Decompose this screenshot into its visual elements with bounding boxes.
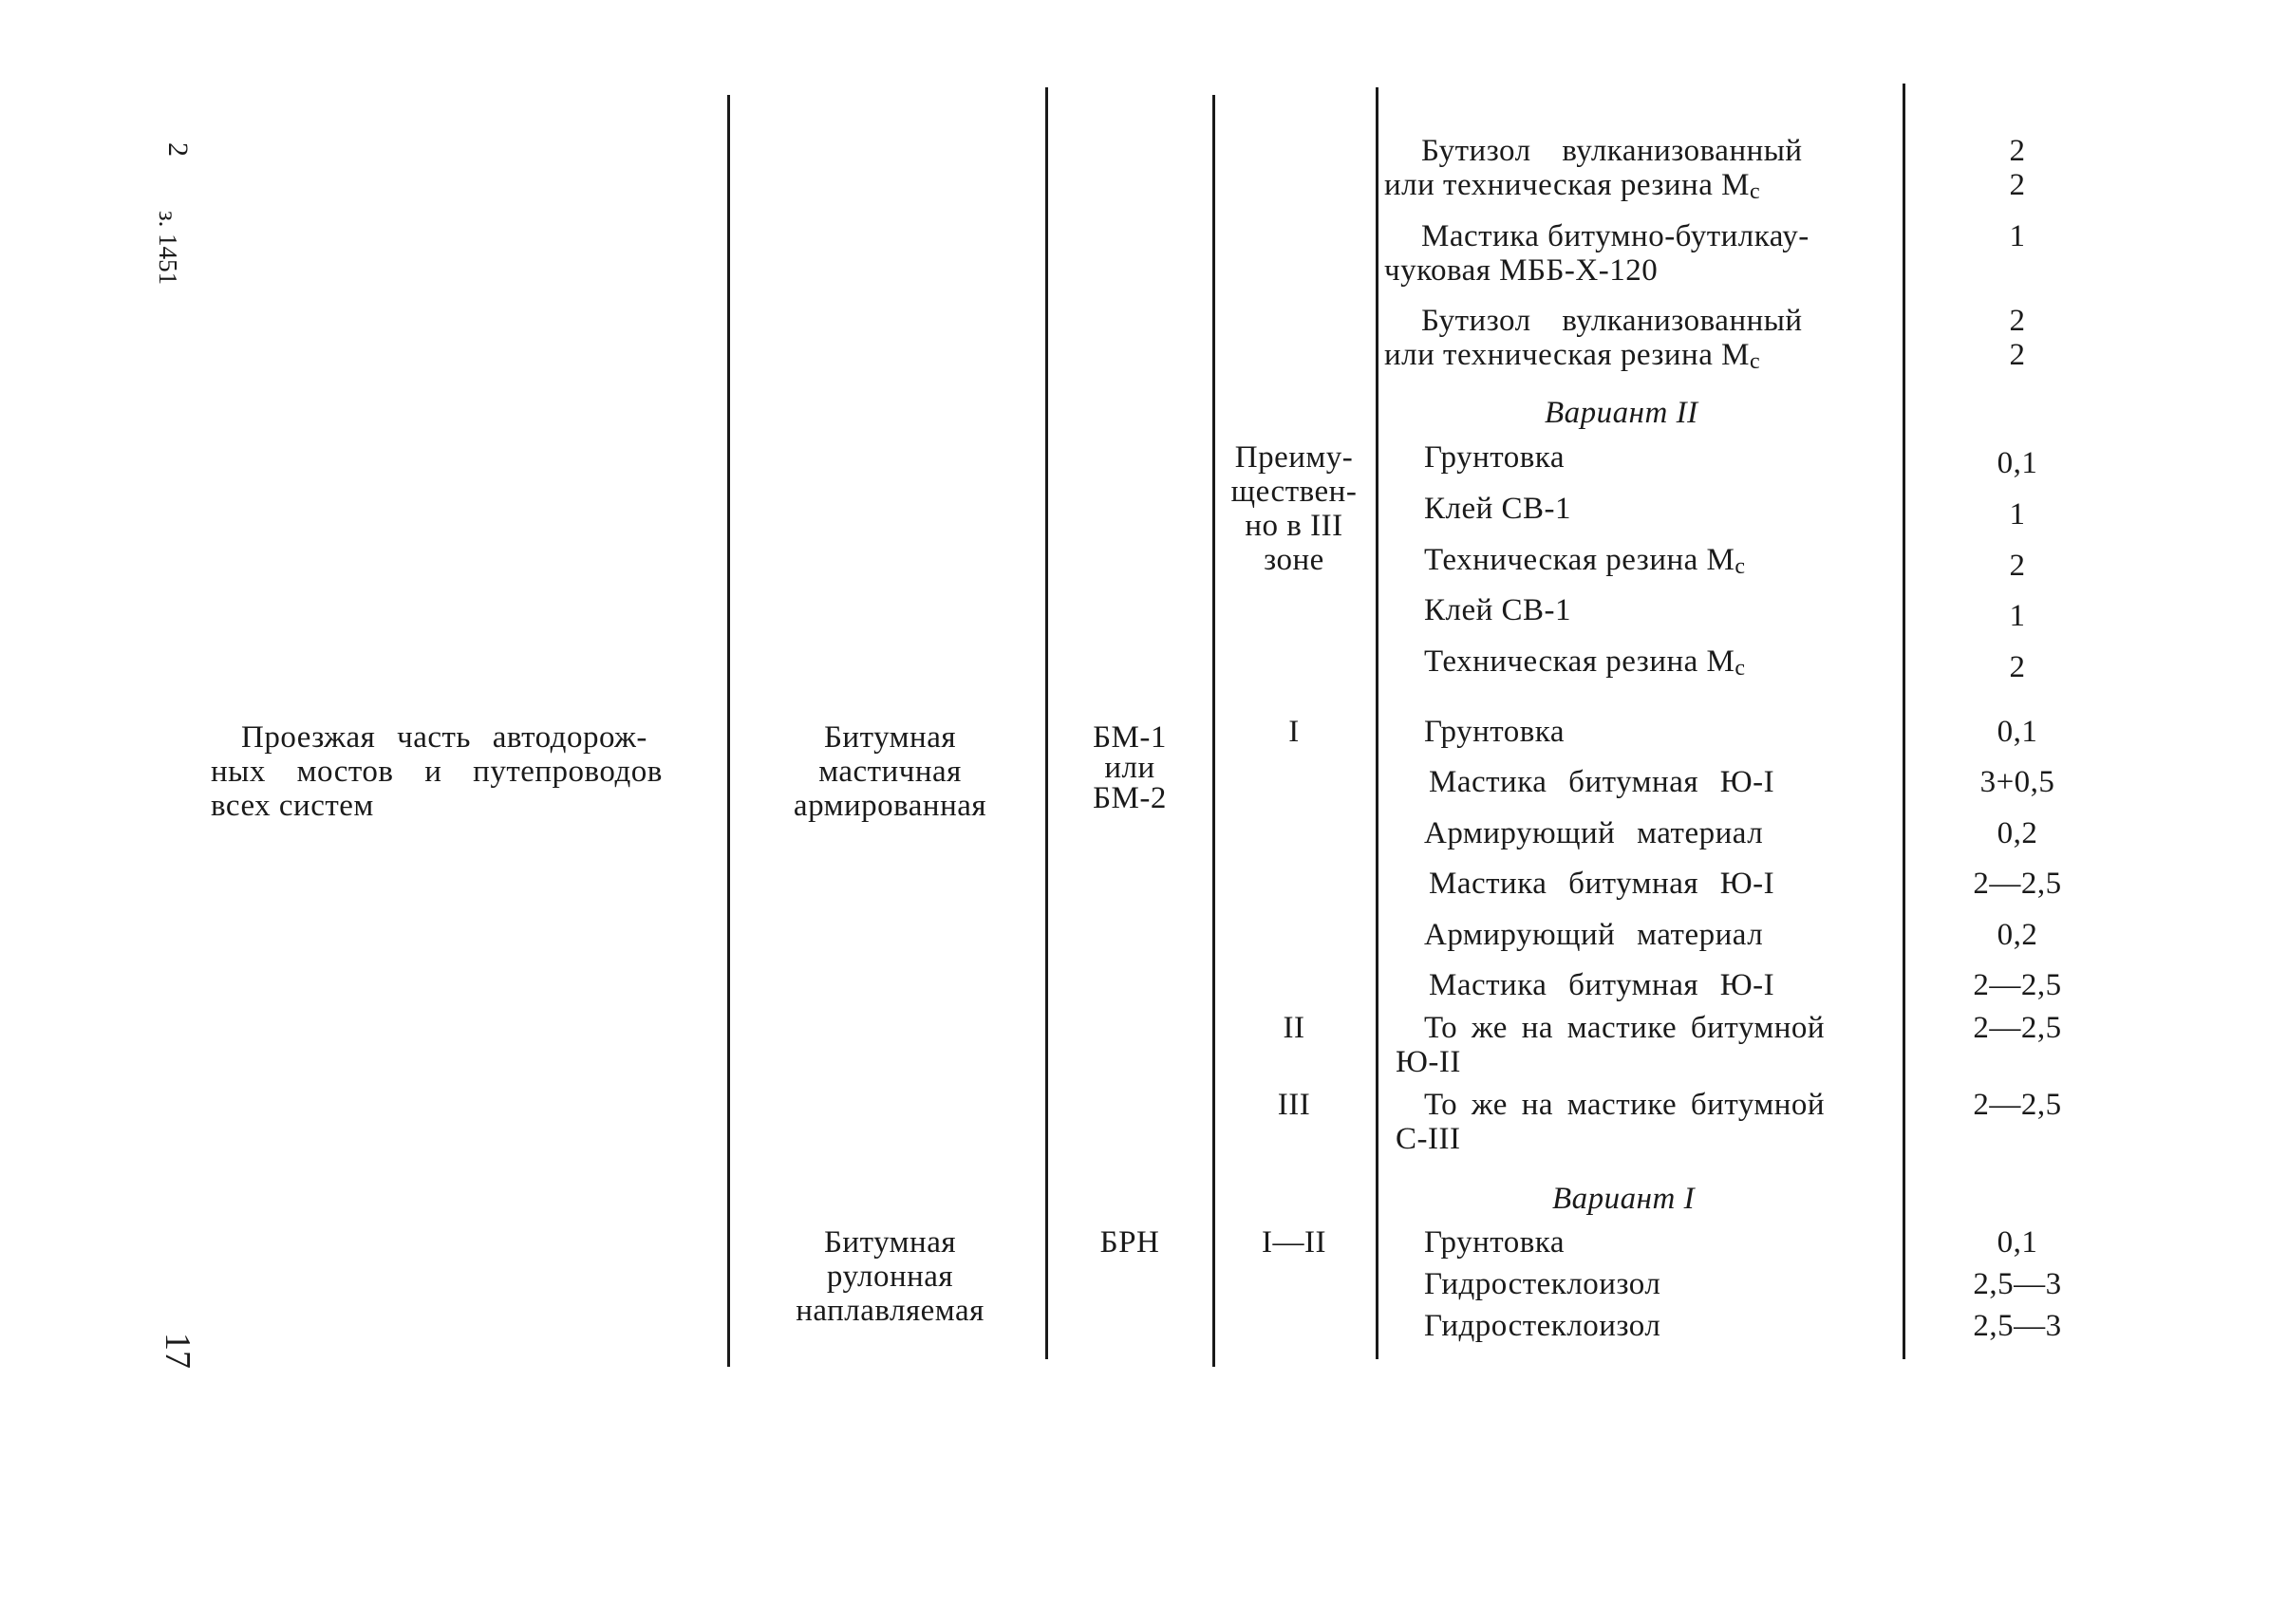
variant-2-heading: Вариант II [1545, 396, 1698, 430]
thickness-10: 3+0,5 [1979, 765, 2055, 799]
column-rule-2 [1045, 87, 1048, 1359]
layer-19: Гидростеклоизол [1424, 1309, 1661, 1343]
page-number: 17 [158, 1333, 197, 1369]
layer-17: Грунтовка [1424, 1225, 1565, 1260]
thickness-18: 2,5—3 [1973, 1267, 2062, 1301]
type-roll-line-2: рулонная [826, 1260, 954, 1294]
mark-roll: БРН [1099, 1225, 1160, 1260]
zone-preferred-line-1: Преиму- [1234, 440, 1354, 475]
thickness-8: 2 [2009, 650, 2026, 684]
type-mastic-line-2: мастичная [818, 755, 962, 789]
construction-line-3: всех систем [211, 789, 374, 823]
zone-preferred-line-4: зоне [1264, 543, 1324, 577]
layer-1-line-2: или техническая резина Мс [1384, 168, 1761, 204]
layer-11: Армирующий материал [1424, 816, 1764, 850]
column-rule-4 [1376, 87, 1378, 1359]
layer-9: Грунтовка [1424, 715, 1565, 749]
type-roll-line-3: наплавляемая [796, 1294, 984, 1328]
thickness-11: 0,2 [1997, 816, 2038, 850]
mark-mastic-line-2: или [1104, 751, 1155, 785]
zone-i-ii: I—II [1262, 1225, 1326, 1260]
layer-10: Мастика битумная Ю-I [1429, 765, 1775, 799]
layer-2-line-2: чуковая МББ-Х-120 [1384, 253, 1659, 288]
thickness-7: 1 [2009, 599, 2026, 633]
layer-15-line-1: То же на мастике битумной [1424, 1011, 1826, 1045]
column-rule-5 [1903, 84, 1905, 1359]
layer-3-line-1: Бутизол вулканизованный [1421, 304, 1803, 338]
thickness-5: 1 [2009, 497, 2026, 532]
thickness-16: 2—2,5 [1973, 1088, 2062, 1122]
layer-14: Мастика битумная Ю-I [1429, 968, 1775, 1002]
zone-ii: II [1283, 1011, 1305, 1045]
thickness-17: 0,1 [1997, 1225, 2038, 1260]
layer-5: Клей СВ-1 [1424, 492, 1572, 526]
layer-7: Клей СВ-1 [1424, 593, 1572, 627]
type-mastic-line-1: Битумная [823, 720, 957, 755]
zone-iii: III [1277, 1088, 1311, 1122]
mark-mastic-line-1: БМ-1 [1093, 720, 1167, 755]
zone-i: I [1288, 715, 1300, 749]
layer-16-line-1: То же на мастике битумной [1424, 1088, 1826, 1122]
mark-mastic-line-3: БМ-2 [1093, 781, 1167, 815]
type-roll-line-1: Битумная [823, 1225, 957, 1260]
layer-8: Техническая резина Мс [1424, 644, 1746, 681]
column-rule-3 [1212, 95, 1215, 1367]
layer-3-line-2: или техническая резина Мс [1384, 338, 1761, 374]
zone-preferred-line-3: но в III [1245, 509, 1343, 543]
thickness-1a: 2 [2009, 134, 2026, 168]
thickness-9: 0,1 [1997, 715, 2038, 749]
construction-line-2: ных мостов и путепроводов [211, 755, 663, 789]
thickness-15: 2—2,5 [1973, 1011, 2062, 1045]
construction-line-1: Проезжая часть автодорож- [241, 720, 647, 755]
thickness-1b: 2 [2009, 168, 2026, 202]
layer-4: Грунтовка [1424, 440, 1565, 475]
thickness-6: 2 [2009, 549, 2026, 583]
thickness-4: 0,1 [1997, 446, 2038, 480]
sheet-mark: 2 [162, 142, 194, 157]
thickness-13: 0,2 [1997, 918, 2038, 952]
thickness-3b: 2 [2009, 338, 2026, 372]
layer-16-line-2: С-III [1396, 1122, 1461, 1156]
layer-15-line-2: Ю-II [1396, 1045, 1461, 1079]
layer-6: Техническая резина Мс [1424, 543, 1746, 579]
thickness-2: 1 [2009, 219, 2026, 253]
thickness-3a: 2 [2009, 304, 2026, 338]
layer-12: Мастика битумная Ю-I [1429, 867, 1775, 901]
column-rule-1 [727, 95, 730, 1367]
type-mastic-line-3: армированная [793, 789, 987, 823]
thickness-19: 2,5—3 [1973, 1309, 2062, 1343]
variant-1-heading: Вариант I [1552, 1182, 1696, 1216]
thickness-14: 2—2,5 [1973, 968, 2062, 1002]
layer-18: Гидростеклоизол [1424, 1267, 1661, 1301]
thickness-12: 2—2,5 [1973, 867, 2062, 901]
layer-2-line-1: Мастика битумно-бутилкау- [1421, 219, 1810, 253]
print-order-mark: з. 1451 [154, 211, 182, 286]
zone-preferred-line-2: ществен- [1230, 475, 1358, 509]
layer-13: Армирующий материал [1424, 918, 1764, 952]
layer-1-line-1: Бутизол вулканизованный [1421, 134, 1803, 168]
